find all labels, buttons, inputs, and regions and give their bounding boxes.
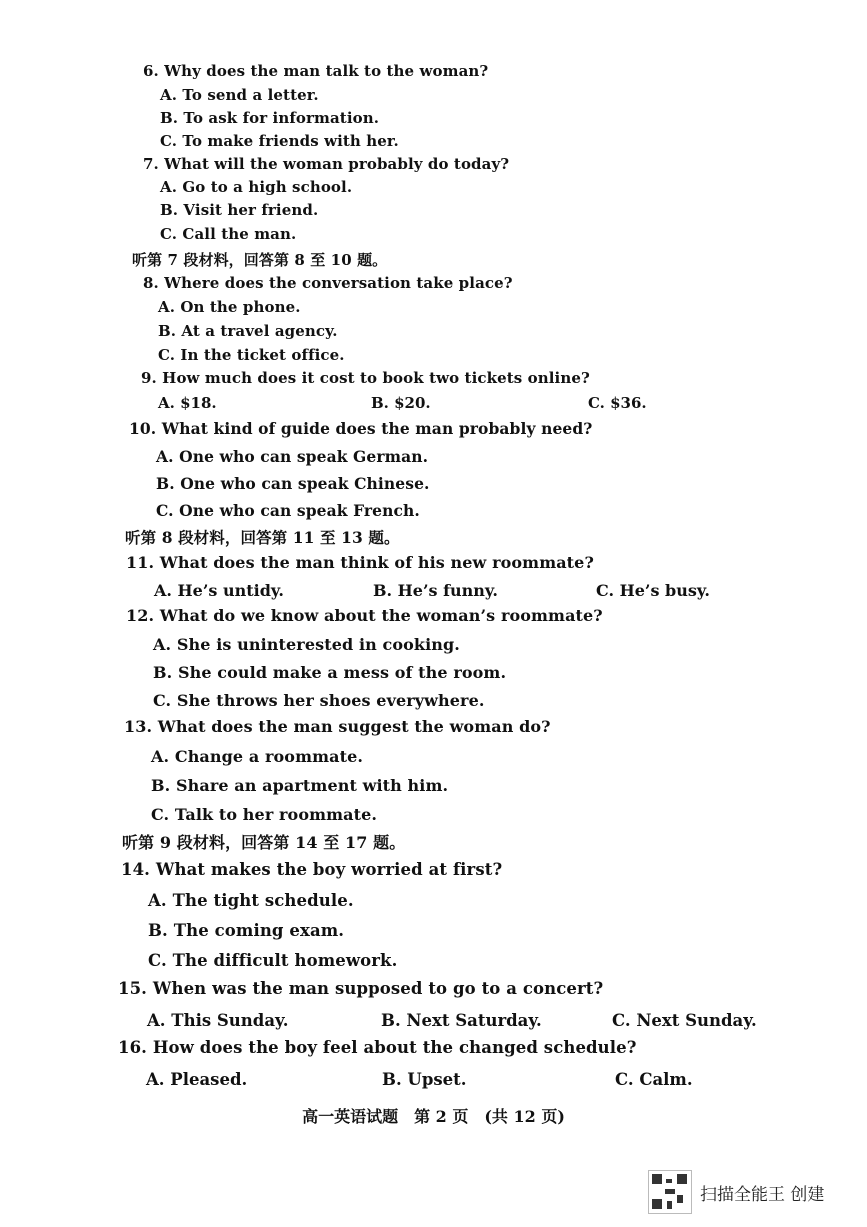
line-q6b: B. To ask for information.	[160, 109, 380, 127]
line-q13b: B. Share an apartment with him.	[151, 776, 449, 795]
option-q11opts-1: B. He’s funny.	[373, 581, 498, 600]
line-q7a: A. Go to a high school.	[160, 178, 353, 196]
line-q8b: B. At a travel agency.	[158, 322, 338, 340]
line-q7c: C. Call the man.	[160, 225, 297, 243]
option-q15opts-2: C. Next Sunday.	[612, 1011, 757, 1030]
line-q13: 13. What does the man suggest the woman do?	[124, 717, 551, 736]
line-q7: 7. What will the woman probably do today?	[143, 155, 510, 173]
option-q9opts-0: A. $18.	[158, 394, 217, 412]
line-q7b: B. Visit her friend.	[160, 201, 319, 219]
line-q13a: A. Change a roommate.	[151, 747, 364, 766]
qr-code-icon	[648, 1170, 692, 1214]
line-q6a: A. To send a letter.	[160, 86, 319, 104]
line-s7: 听第 7 段材料，回答第 8 至 10 题。	[132, 251, 388, 269]
option-q9opts-1: B. $20.	[371, 394, 431, 412]
line-q14c: C. The difficult homework.	[148, 951, 398, 970]
option-q15opts-0: A. This Sunday.	[147, 1011, 289, 1030]
line-q15: 15. When was the man supposed to go to a concert?	[118, 979, 604, 998]
option-q16opts-2: C. Calm.	[615, 1070, 693, 1089]
line-q10: 10. What kind of guide does the man probably need?	[129, 419, 593, 438]
option-q11opts-2: C. He’s busy.	[596, 581, 710, 600]
page-footer: 高一英语试题 第 2 页 (共 12 页)	[302, 1107, 565, 1126]
option-q9opts-2: C. $36.	[588, 394, 647, 412]
line-q12c: C. She throws her shoes everywhere.	[153, 691, 485, 710]
watermark-text: 扫描全能王 创建	[700, 1184, 825, 1205]
line-q14a: A. The tight schedule.	[148, 891, 354, 910]
line-q12: 12. What do we know about the woman’s roommate?	[126, 606, 603, 625]
line-q11: 11. What does the man think of his new roommate?	[126, 553, 594, 572]
line-q14b: B. The coming exam.	[148, 921, 345, 940]
line-q8c: C. In the ticket office.	[158, 346, 345, 364]
line-q12a: A. She is uninterested in cooking.	[153, 635, 460, 654]
option-q16opts-0: A. Pleased.	[146, 1070, 248, 1089]
scanner-watermark	[648, 1170, 824, 1214]
line-q6: 6. Why does the man talk to the woman?	[143, 62, 489, 80]
line-s9: 听第 9 段材料，回答第 14 至 17 题。	[122, 833, 406, 852]
line-q8a: A. On the phone.	[158, 298, 301, 316]
line-q10b: B. One who can speak Chinese.	[156, 474, 430, 493]
line-s8: 听第 8 段材料，回答第 11 至 13 题。	[125, 528, 400, 547]
line-q6c: C. To make friends with her.	[160, 132, 399, 150]
line-q16: 16. How does the boy feel about the changed schedule?	[118, 1038, 637, 1057]
line-q10c: C. One who can speak French.	[156, 501, 420, 520]
line-q9: 9. How much does it cost to book two tickets online?	[141, 369, 590, 387]
option-q15opts-1: B. Next Saturday.	[381, 1011, 542, 1030]
line-q10a: A. One who can speak German.	[156, 447, 429, 466]
line-q14: 14. What makes the boy worried at first?	[121, 860, 503, 879]
line-q13c: C. Talk to her roommate.	[151, 805, 378, 824]
line-q8: 8. Where does the conversation take place?	[143, 274, 513, 292]
option-q16opts-1: B. Upset.	[382, 1070, 467, 1089]
option-q11opts-0: A. He’s untidy.	[154, 581, 284, 600]
line-q12b: B. She could make a mess of the room.	[153, 663, 507, 682]
